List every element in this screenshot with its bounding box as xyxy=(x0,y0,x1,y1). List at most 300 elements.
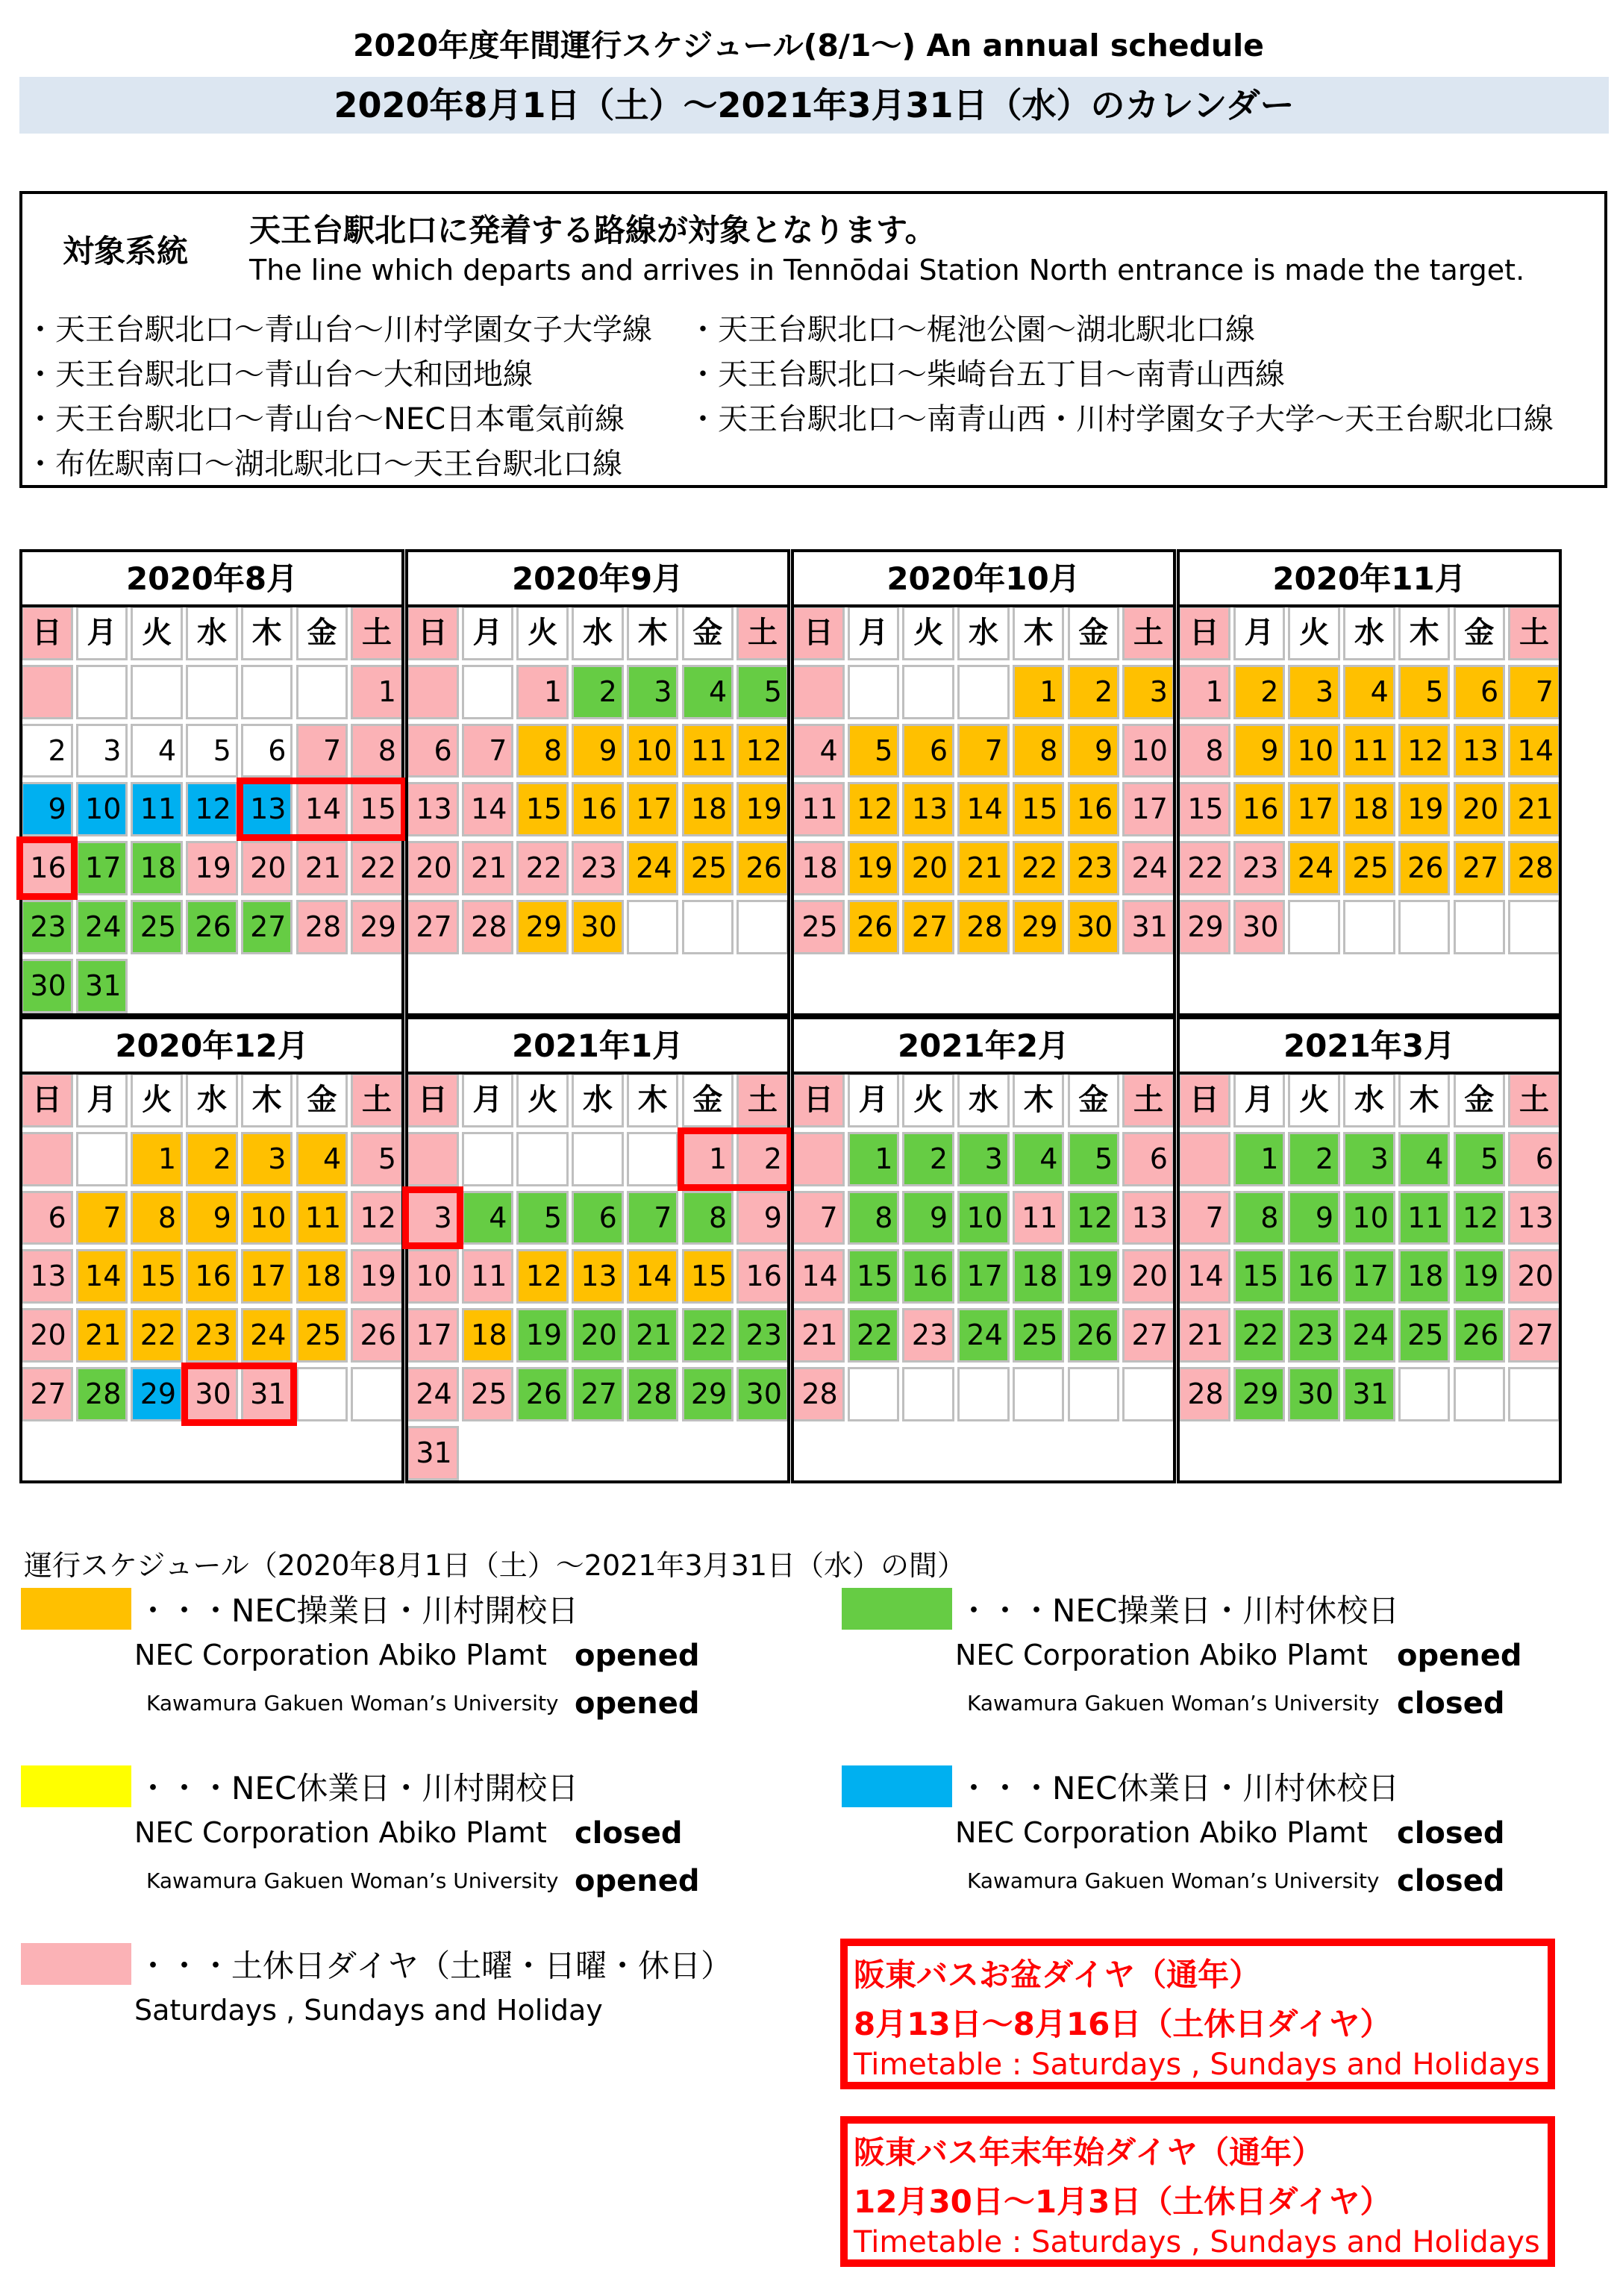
weekday-header: 木 xyxy=(1398,1073,1451,1127)
calendar-day: 24 xyxy=(1343,1308,1395,1363)
legend-status: closed xyxy=(1397,1816,1505,1851)
notice-dates: 8月13日～8月16日（土休日ダイヤ） xyxy=(854,2006,1392,2042)
weekday-header: 木 xyxy=(1013,1073,1065,1127)
month-calendar xyxy=(1177,1016,1562,1483)
calendar-day: 25 xyxy=(1343,841,1395,895)
calendar-day: 3 xyxy=(627,665,679,719)
calendar-day: 16 xyxy=(902,1249,954,1304)
calendar-day: 13 xyxy=(902,782,954,836)
calendar-day: 9 xyxy=(1288,1191,1340,1245)
calendar-day: 27 xyxy=(1508,1308,1560,1363)
calendar-day: 11 xyxy=(296,1191,348,1245)
calendar-day: 28 xyxy=(1508,841,1560,895)
calendar-empty-cell xyxy=(76,665,128,719)
calendar-day: 2 xyxy=(1068,665,1120,719)
calendar-day: 17 xyxy=(241,1249,293,1304)
calendar-day: 7 xyxy=(627,1191,679,1245)
calendar-day: 4 xyxy=(131,724,183,778)
calendar-day: 20 xyxy=(241,841,293,895)
calendar-day: 19 xyxy=(736,782,789,836)
weekday-header: 日 xyxy=(407,606,459,660)
month-calendar xyxy=(1177,549,1562,1016)
calendar-empty-cell xyxy=(682,900,734,954)
weekday-header: 日 xyxy=(792,606,845,660)
calendar-day: 7 xyxy=(76,1191,128,1245)
calendar-day: 20 xyxy=(1454,782,1506,836)
calendar-day: 12 xyxy=(848,782,900,836)
weekday-header: 水 xyxy=(1343,606,1395,660)
weekday-header: 金 xyxy=(1454,1073,1506,1127)
calendar-day: 12 xyxy=(516,1249,569,1304)
calendar-day: 5 xyxy=(516,1191,569,1245)
legend-label: ・・・NEC操業日・川村開校日 xyxy=(137,1592,579,1629)
weekday-header: 水 xyxy=(957,1073,1010,1127)
calendar-day: 3 xyxy=(1288,665,1340,719)
notice-english: Timetable : Saturdays , Sundays and Holidays xyxy=(854,2048,1540,2082)
calendar-day: 5 xyxy=(186,724,238,778)
weekday-header: 日 xyxy=(1178,606,1230,660)
calendar-day: 10 xyxy=(1122,724,1175,778)
calendar-day: 1 xyxy=(1233,1132,1286,1186)
calendar-day: 23 xyxy=(21,900,73,954)
notice-title: 阪東バス年末年始ダイヤ（通年） xyxy=(854,2134,1324,2171)
calendar-day: 23 xyxy=(1233,841,1286,895)
calendar-day: 12 xyxy=(186,782,238,836)
calendar-day: 26 xyxy=(736,841,789,895)
calendar-day: 13 xyxy=(241,782,293,836)
calendar-day: 1 xyxy=(1013,665,1065,719)
calendar-day: 7 xyxy=(1508,665,1560,719)
calendar-day: 5 xyxy=(1454,1132,1506,1186)
calendar-empty-cell xyxy=(1068,1367,1120,1421)
weekday-header: 水 xyxy=(572,1073,624,1127)
calendar-empty-cell xyxy=(131,665,183,719)
calendar-day: 13 xyxy=(572,1249,624,1304)
calendar-day: 9 xyxy=(21,782,73,836)
calendar-day: 26 xyxy=(848,900,900,954)
calendar-day: 27 xyxy=(241,900,293,954)
calendar-day: 10 xyxy=(241,1191,293,1245)
calendar-day: 19 xyxy=(516,1308,569,1363)
route-item: ・天王台駅北口～青山台～川村学園女子大学線 xyxy=(25,313,652,347)
calendar-day: 25 xyxy=(682,841,734,895)
legend-english: NEC Corporation Abiko Plamt xyxy=(955,1816,1368,1849)
calendar-day: 15 xyxy=(131,1249,183,1304)
calendar-day: 31 xyxy=(76,959,128,1013)
legend-status: closed xyxy=(575,1816,683,1851)
calendar-day: 27 xyxy=(21,1367,73,1421)
calendar-empty-cell xyxy=(1122,1367,1175,1421)
calendar-empty-cell xyxy=(792,665,845,719)
calendar-day: 29 xyxy=(1178,900,1230,954)
calendar-day: 30 xyxy=(1233,900,1286,954)
legend-status: opened xyxy=(575,1864,700,1898)
target-routes-box xyxy=(19,191,1607,488)
calendar-day: 11 xyxy=(792,782,845,836)
calendar-empty-cell xyxy=(1454,900,1506,954)
route-item: ・布佐駅南口～湖北駅北口～天王台駅北口線 xyxy=(25,447,622,481)
calendar-day: 17 xyxy=(957,1249,1010,1304)
calendar-day: 18 xyxy=(131,841,183,895)
calendar-day: 18 xyxy=(462,1308,514,1363)
calendar-empty-cell xyxy=(1454,1367,1506,1421)
calendar-day: 19 xyxy=(1068,1249,1120,1304)
calendar-day: 6 xyxy=(1122,1132,1175,1186)
calendar-day: 31 xyxy=(241,1367,293,1421)
calendar-day: 19 xyxy=(848,841,900,895)
calendar-day: 2 xyxy=(186,1132,238,1186)
calendar-day: 13 xyxy=(1454,724,1506,778)
weekday-header: 日 xyxy=(792,1073,845,1127)
calendar-day: 3 xyxy=(1122,665,1175,719)
calendar-day: 9 xyxy=(902,1191,954,1245)
calendar-empty-cell xyxy=(1398,1367,1451,1421)
route-item: ・天王台駅北口～南青山西・川村学園女子大学～天王台駅北口線 xyxy=(688,402,1554,437)
calendar-day: 14 xyxy=(957,782,1010,836)
legend-label: ・・・土休日ダイヤ（土曜・日曜・休日） xyxy=(137,1948,733,1984)
calendar-empty-cell xyxy=(902,1367,954,1421)
calendar-day: 16 xyxy=(572,782,624,836)
calendar-empty-cell xyxy=(848,1367,900,1421)
special-schedule-highlight xyxy=(678,1127,793,1191)
calendar-day: 28 xyxy=(627,1367,679,1421)
weekday-header: 金 xyxy=(682,606,734,660)
special-schedule-highlight xyxy=(16,836,78,900)
calendar-day: 15 xyxy=(516,782,569,836)
calendar-day: 1 xyxy=(351,665,403,719)
calendar-day: 23 xyxy=(186,1308,238,1363)
calendar-day: 12 xyxy=(351,1191,403,1245)
calendar-day: 16 xyxy=(21,841,73,895)
calendar-day: 11 xyxy=(682,724,734,778)
calendar-day: 22 xyxy=(848,1308,900,1363)
weekday-header: 木 xyxy=(627,1073,679,1127)
calendar-day: 10 xyxy=(1288,724,1340,778)
calendar-empty-cell xyxy=(1508,1367,1560,1421)
calendar-day: 5 xyxy=(1068,1132,1120,1186)
weekday-header: 火 xyxy=(516,1073,569,1127)
calendar-day: 17 xyxy=(1122,782,1175,836)
calendar-day: 9 xyxy=(736,1191,789,1245)
month-title: 2021年2月 xyxy=(791,1016,1176,1072)
legend-label: ・・・NEC操業日・川村休校日 xyxy=(958,1592,1400,1629)
calendar-day: 30 xyxy=(1068,900,1120,954)
calendar-day: 15 xyxy=(351,782,403,836)
calendar-empty-cell xyxy=(351,1367,403,1421)
calendar-day: 26 xyxy=(351,1308,403,1363)
calendar-day: 25 xyxy=(792,900,845,954)
target-english: The line which departs and arrives in Tennōdai Station North entrance is made the target. xyxy=(249,254,1525,287)
calendar-day: 16 xyxy=(1288,1249,1340,1304)
calendar-day: 10 xyxy=(957,1191,1010,1245)
calendar-day: 22 xyxy=(131,1308,183,1363)
calendar-day: 7 xyxy=(957,724,1010,778)
legend-english: Kawamura Gakuen Woman’s University xyxy=(967,1691,1380,1715)
calendar-empty-cell xyxy=(736,900,789,954)
calendar-day: 6 xyxy=(902,724,954,778)
calendar-day: 8 xyxy=(1013,724,1065,778)
calendar-day: 31 xyxy=(1122,900,1175,954)
weekday-header: 月 xyxy=(462,606,514,660)
calendar-day: 17 xyxy=(627,782,679,836)
legend-swatch-pink xyxy=(21,1943,131,1985)
calendar-day: 27 xyxy=(1454,841,1506,895)
calendar-day: 23 xyxy=(902,1308,954,1363)
calendar-day: 8 xyxy=(1178,724,1230,778)
legend-swatch-green xyxy=(842,1588,952,1630)
calendar-day: 2 xyxy=(902,1132,954,1186)
weekday-header: 火 xyxy=(902,606,954,660)
weekday-header: 水 xyxy=(186,606,238,660)
calendar-day: 22 xyxy=(1233,1308,1286,1363)
calendar-day: 12 xyxy=(1454,1191,1506,1245)
calendar-day: 15 xyxy=(682,1249,734,1304)
calendar-day: 12 xyxy=(1398,724,1451,778)
calendar-day: 25 xyxy=(131,900,183,954)
calendar-empty-cell xyxy=(1398,900,1451,954)
weekday-header: 金 xyxy=(1068,606,1120,660)
calendar-day: 22 xyxy=(682,1308,734,1363)
legend-english: NEC Corporation Abiko Plamt xyxy=(134,1639,547,1671)
weekday-header: 土 xyxy=(1122,606,1175,660)
calendar-day: 28 xyxy=(76,1367,128,1421)
calendar-day: 1 xyxy=(131,1132,183,1186)
calendar-day: 17 xyxy=(76,841,128,895)
legend-status: closed xyxy=(1397,1864,1505,1898)
calendar-empty-cell xyxy=(241,665,293,719)
calendar-day: 2 xyxy=(21,724,73,778)
calendar-day: 28 xyxy=(957,900,1010,954)
special-schedule-highlight xyxy=(402,1186,463,1250)
weekday-header: 金 xyxy=(682,1073,734,1127)
weekday-header: 土 xyxy=(736,1073,789,1127)
target-label: 対象系統 xyxy=(63,233,189,269)
calendar-day: 21 xyxy=(1178,1308,1230,1363)
calendar-day: 1 xyxy=(516,665,569,719)
calendar-empty-cell xyxy=(296,1367,348,1421)
calendar-day: 26 xyxy=(1068,1308,1120,1363)
calendar-day: 13 xyxy=(1508,1191,1560,1245)
route-item: ・天王台駅北口～青山台～NEC日本電気前線 xyxy=(25,402,625,437)
calendar-day: 5 xyxy=(848,724,900,778)
calendar-day: 19 xyxy=(186,841,238,895)
calendar-day: 9 xyxy=(1233,724,1286,778)
notice-title: 阪東バスお盆ダイヤ（通年） xyxy=(854,1956,1261,1993)
calendar-day: 12 xyxy=(1068,1191,1120,1245)
calendar-day: 7 xyxy=(462,724,514,778)
calendar-day: 11 xyxy=(131,782,183,836)
legend-swatch-orange xyxy=(21,1588,131,1630)
weekday-header: 月 xyxy=(76,606,128,660)
calendar-day: 8 xyxy=(516,724,569,778)
legend-english: Saturdays , Sundays and Holiday xyxy=(134,1994,603,2027)
calendar-empty-cell xyxy=(572,1132,624,1186)
calendar-day: 19 xyxy=(351,1249,403,1304)
calendar-day: 9 xyxy=(1068,724,1120,778)
calendar-day: 11 xyxy=(462,1249,514,1304)
calendar-day: 4 xyxy=(682,665,734,719)
weekday-header: 金 xyxy=(296,606,348,660)
weekday-header: 金 xyxy=(1068,1073,1120,1127)
month-calendar xyxy=(19,1016,404,1483)
calendar-day: 11 xyxy=(1343,724,1395,778)
calendar-day: 18 xyxy=(1343,782,1395,836)
calendar-empty-cell xyxy=(1288,900,1340,954)
calendar-day: 27 xyxy=(902,900,954,954)
calendar-day: 21 xyxy=(957,841,1010,895)
calendar-day: 28 xyxy=(792,1367,845,1421)
calendar-day: 24 xyxy=(1122,841,1175,895)
weekday-header: 日 xyxy=(21,1073,73,1127)
calendar-day: 20 xyxy=(407,841,459,895)
calendar-day: 5 xyxy=(351,1132,403,1186)
calendar-day: 26 xyxy=(516,1367,569,1421)
calendar-day: 30 xyxy=(736,1367,789,1421)
legend-status: opened xyxy=(575,1639,700,1673)
month-calendar xyxy=(405,549,790,1016)
month-title: 2020年11月 xyxy=(1177,549,1562,604)
calendar-day: 22 xyxy=(1178,841,1230,895)
calendar-empty-cell xyxy=(627,1132,679,1186)
calendar-day: 14 xyxy=(1178,1249,1230,1304)
weekday-header: 土 xyxy=(351,606,403,660)
calendar-day: 6 xyxy=(21,1191,73,1245)
calendar-day: 27 xyxy=(572,1367,624,1421)
month-title: 2021年1月 xyxy=(405,1016,790,1072)
legend-english: Kawamura Gakuen Woman’s University xyxy=(967,1868,1380,1893)
calendar-day: 10 xyxy=(407,1249,459,1304)
calendar-day: 20 xyxy=(902,841,954,895)
calendar-day: 17 xyxy=(1343,1249,1395,1304)
legend-english: NEC Corporation Abiko Plamt xyxy=(134,1816,547,1849)
calendar-day: 16 xyxy=(1233,782,1286,836)
calendar-day: 1 xyxy=(1178,665,1230,719)
calendar-day: 21 xyxy=(76,1308,128,1363)
legend-swatch-blue xyxy=(842,1765,952,1807)
calendar-day: 3 xyxy=(241,1132,293,1186)
calendar-day: 11 xyxy=(1013,1191,1065,1245)
calendar-empty-cell xyxy=(792,1132,845,1186)
calendar-day: 5 xyxy=(736,665,789,719)
calendar-day: 21 xyxy=(627,1308,679,1363)
calendar-day: 13 xyxy=(407,782,459,836)
calendar-day: 21 xyxy=(462,841,514,895)
weekday-header: 土 xyxy=(1508,1073,1560,1127)
calendar-day: 1 xyxy=(682,1132,734,1186)
calendar-day: 23 xyxy=(572,841,624,895)
calendar-day: 22 xyxy=(351,841,403,895)
calendar-day: 9 xyxy=(186,1191,238,1245)
calendar-day: 3 xyxy=(957,1132,1010,1186)
calendar-day: 29 xyxy=(1233,1367,1286,1421)
calendar-day: 6 xyxy=(1454,665,1506,719)
weekday-header: 土 xyxy=(736,606,789,660)
calendar-day: 29 xyxy=(682,1367,734,1421)
calendar-day: 28 xyxy=(296,900,348,954)
calendar-day: 2 xyxy=(572,665,624,719)
weekday-header: 月 xyxy=(76,1073,128,1127)
calendar-day: 24 xyxy=(627,841,679,895)
route-item: ・天王台駅北口～柴崎台五丁目～南青山西線 xyxy=(688,357,1285,392)
calendar-day: 8 xyxy=(131,1191,183,1245)
month-title: 2020年9月 xyxy=(405,549,790,604)
target-heading: 天王台駅北口に発着する路線が対象となります。 xyxy=(249,212,936,248)
calendar-day: 20 xyxy=(1122,1249,1175,1304)
legend-status: opened xyxy=(1397,1639,1522,1673)
calendar-day: 7 xyxy=(296,724,348,778)
calendar-empty-cell xyxy=(186,665,238,719)
calendar-day: 26 xyxy=(1398,841,1451,895)
calendar-day: 2 xyxy=(1233,665,1286,719)
legend-english: Kawamura Gakuen Woman’s University xyxy=(146,1868,559,1893)
weekday-header: 日 xyxy=(1178,1073,1230,1127)
calendar-day: 30 xyxy=(572,900,624,954)
weekday-header: 木 xyxy=(241,1073,293,1127)
calendar-empty-cell xyxy=(902,665,954,719)
weekday-header: 日 xyxy=(407,1073,459,1127)
calendar-empty-cell xyxy=(1013,1367,1065,1421)
calendar-empty-cell xyxy=(848,665,900,719)
calendar-day: 21 xyxy=(296,841,348,895)
weekday-header: 土 xyxy=(1508,606,1560,660)
calendar-day: 11 xyxy=(1398,1191,1451,1245)
legend-swatch-yellow xyxy=(21,1765,131,1807)
calendar-day: 18 xyxy=(1398,1249,1451,1304)
calendar-day: 10 xyxy=(76,782,128,836)
calendar-day: 23 xyxy=(1068,841,1120,895)
calendar-empty-cell xyxy=(407,1132,459,1186)
calendar-day: 25 xyxy=(1398,1308,1451,1363)
calendar-day: 26 xyxy=(186,900,238,954)
special-schedule-highlight xyxy=(237,778,407,841)
weekday-header: 火 xyxy=(1288,1073,1340,1127)
weekday-header: 月 xyxy=(848,1073,900,1127)
month-calendar xyxy=(791,1016,1176,1483)
calendar-empty-cell xyxy=(407,665,459,719)
calendar-day: 30 xyxy=(21,959,73,1013)
month-title: 2020年8月 xyxy=(19,549,404,604)
month-title: 2020年12月 xyxy=(19,1016,404,1072)
calendar-day: 15 xyxy=(1013,782,1065,836)
notice-dates: 12月30日～1月3日（土休日ダイヤ） xyxy=(854,2183,1392,2220)
calendar-day: 4 xyxy=(296,1132,348,1186)
calendar-day: 18 xyxy=(682,782,734,836)
weekday-header: 木 xyxy=(1013,606,1065,660)
calendar-day: 24 xyxy=(957,1308,1010,1363)
calendar-day: 6 xyxy=(572,1191,624,1245)
calendar-empty-cell xyxy=(462,1132,514,1186)
new-year-notice xyxy=(840,2116,1555,2267)
calendar-range-banner: 2020年8月1日（土）～2021年3月31日（水）のカレンダー xyxy=(19,77,1609,134)
page-title: 2020年度年間運行スケジュール(8/1～) An annual schedule xyxy=(353,28,1264,63)
legend-english: Kawamura Gakuen Woman’s University xyxy=(146,1691,559,1715)
calendar-day: 16 xyxy=(736,1249,789,1304)
calendar-empty-cell xyxy=(627,900,679,954)
calendar-day: 30 xyxy=(186,1367,238,1421)
legend-title: 運行スケジュール（2020年8月1日（土）～2021年3月31日（水）の間） xyxy=(24,1549,966,1582)
calendar-day: 16 xyxy=(186,1249,238,1304)
calendar-day: 20 xyxy=(572,1308,624,1363)
calendar-day: 21 xyxy=(1508,782,1560,836)
legend-status: opened xyxy=(575,1686,700,1721)
weekday-header: 水 xyxy=(572,606,624,660)
calendar-empty-cell xyxy=(1178,1132,1230,1186)
calendar-day: 9 xyxy=(572,724,624,778)
weekday-header: 月 xyxy=(1233,1073,1286,1127)
calendar-day: 14 xyxy=(462,782,514,836)
calendar-day: 14 xyxy=(76,1249,128,1304)
calendar-day: 22 xyxy=(1013,841,1065,895)
